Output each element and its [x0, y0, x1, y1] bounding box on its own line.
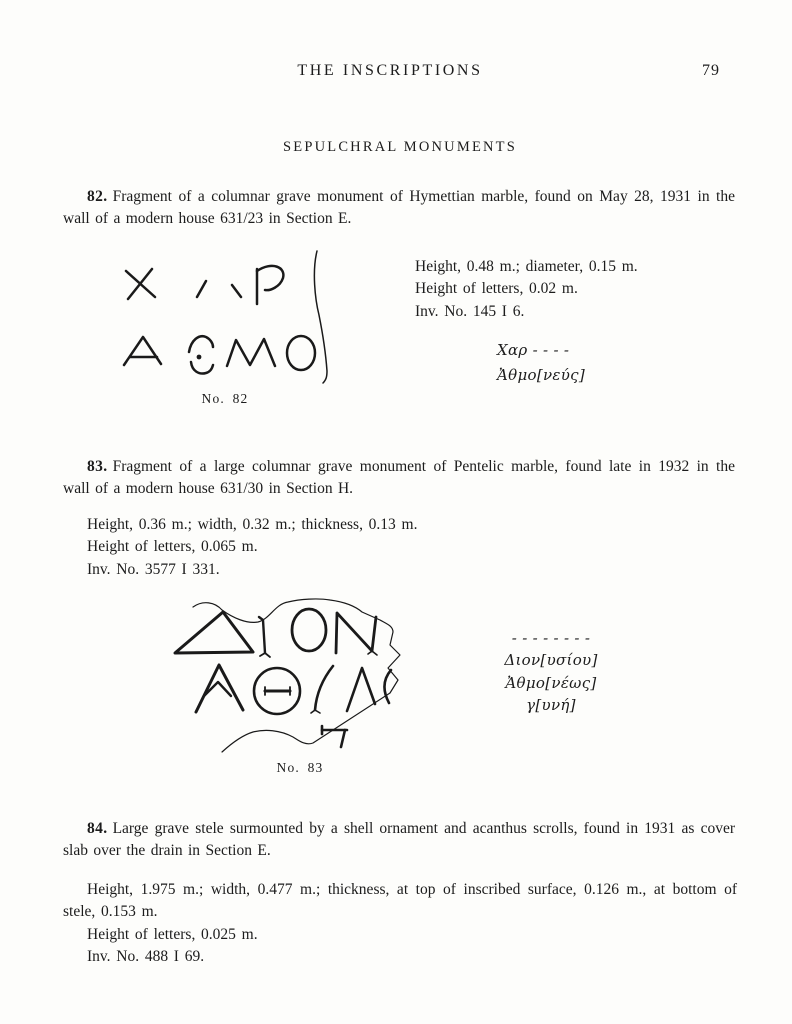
entry-84-body: Large grave stele surmounted by a shell ornament and acanthus scrolls, found in 1931 as cover slab over the drain in Section E. [63, 820, 735, 860]
entry-83-number: 83. [87, 458, 108, 475]
measurement-line: Height, 0.48 m.; diameter, 0.15 m. [415, 258, 638, 275]
inscription-drawing-83 [155, 592, 445, 760]
figure-caption-83: No. 83 [276, 760, 324, 775]
drawing-82-edge-line [314, 251, 327, 383]
running-head-title: THE INSCRIPTIONS [297, 62, 483, 79]
drawing-83-letters-row2 [196, 665, 391, 714]
page-number: 79 [702, 62, 720, 79]
entry-83-transcription [486, 627, 616, 717]
entry-84-paragraph [63, 818, 735, 863]
figure-caption-82: No. 82 [201, 391, 249, 406]
entry-83-paragraph [63, 456, 735, 501]
drawing-82-letters-row1 [126, 266, 283, 304]
entry-82-measurements [415, 256, 725, 323]
measurement-line: Height of letters, 0.02 m. [415, 280, 578, 298]
transcription-line: Χαρ - - - - [497, 341, 570, 359]
transcription-line: Ἀθμο[νέως] [505, 673, 597, 692]
transcription-line: Διον[υσίου] [504, 651, 598, 670]
entry-82-transcription [497, 338, 585, 388]
measurement-line: Inv. No. 145 I 6. [415, 302, 525, 320]
measurement-line: Height of letters, 0.025 m. [87, 925, 258, 943]
entry-82-paragraph [63, 186, 735, 231]
entry-84-measurements [63, 879, 737, 969]
section-heading: SEPULCHRAL MONUMENTS [283, 139, 517, 155]
entry-84-number: 84. [87, 820, 108, 837]
transcription-dashes: - - - - - - - - [511, 629, 591, 647]
measurement-line: Inv. No. 488 I 69. [87, 948, 205, 966]
measurement-line: Height of letters, 0.065 m. [87, 538, 258, 556]
transcription-line: γ[υνή] [526, 696, 576, 715]
drawing-82-letters-row2 [124, 336, 315, 374]
entry-82-body: Fragment of a columnar grave monument of Hymettian marble, found on May 28, 1931 in the wall of a modern house 631/23 in Section E. [63, 188, 735, 228]
drawing-83-letters-row1 [175, 609, 377, 657]
entry-82-number: 82. [87, 188, 108, 205]
measurement-line: Height, 1.975 m.; width, 0.477 m.; thickness, at top of inscribed surface, 0.126 m., at bottom of stele, 0.153 m. [63, 881, 737, 921]
entry-83-body: Fragment of a large columnar grave monument of Pentelic marble, found late in 1932 in the wall of a modern house 631/30 in Section H. [63, 458, 735, 498]
transcription-line: Ἀθμο[νεύς] [497, 366, 586, 384]
measurement-line: Height, 0.36 m.; width, 0.32 m.; thickness, 0.13 m. [87, 516, 418, 533]
measurement-line: Inv. No. 3577 I 331. [87, 560, 220, 578]
drawing-83-partial-letter [322, 726, 347, 747]
inscription-drawing-82 [90, 247, 340, 392]
entry-83-measurements [63, 514, 735, 581]
